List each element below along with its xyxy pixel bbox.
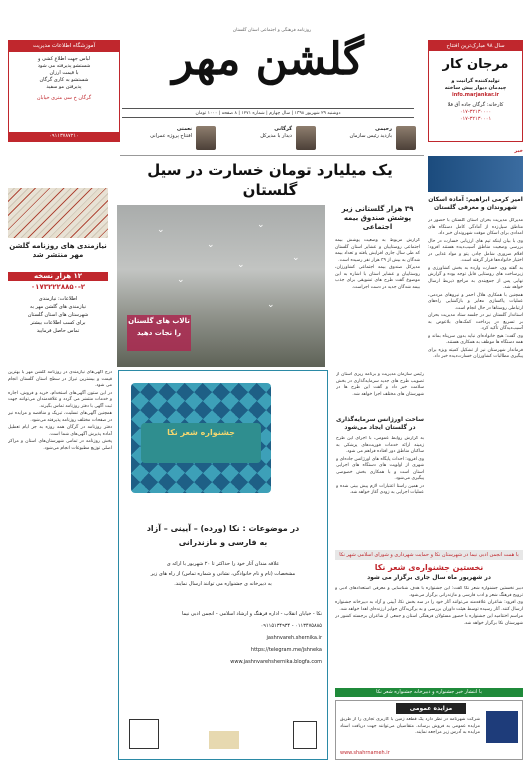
auction-title: مزایده عمومی [396,703,466,714]
sub-story-body: گزارش مربوط به وضعیت پوشش بیمه اجتماعی روستاییان و عشایر استان گلستان که طی سال جاری افزایش یافته و تعداد بیمه شدگان به بیش از ۳۹ هزار نفر رسیده است. مدیرکل صندوق بیمه اجتماعی کشاورزان، روستاییان و عشایر استان با اشاره به این موضوع گفت طرح های تشویقی برای جذب بیمه شدگان جدید در دست اجراست. [335,238,420,290]
right-box-tag: خبر [514,148,523,154]
festival-site-link[interactable]: jashnvareh.shernika.ir [266,635,322,641]
promo-title: نیازمندی های روزنامه گلشن مهر منتشر شد [9,242,107,259]
festival-news-band[interactable] [335,550,523,698]
ad-laundry[interactable] [8,40,120,142]
sponsor-logo [129,719,159,749]
portrait-text: دیدار با مدیرکل [260,133,292,139]
portrait-photo [196,126,216,150]
ad-right-site[interactable]: info.marjankar.ir [451,92,499,98]
ad-left-line3: با قیمت ارزان [49,70,79,76]
left-column-text: درج آگهی‌های نیازمندی در روزنامه گلشن مهر با بهترین قیمت و بیشترین تیراژ در سطح استان گلستان انجام می شود. در این ستون آگهی‌های استخدام، خرید و فروش، اجاره و خدمات منتشر می گردد و علاقه‌مندان می‌توانند جهت ثبت آگهی با دفتر روزنامه تماس بگیرند. همچنین آگهی‌های تسلیت، تبریک و مناقصه و مزایده نیز در صفحات مختلف روزنامه پذیرفته می‌شود. دفتر روزنامه در گرگان همه روزه به جز ایام تعطیل آماده پذیرش آگهی‌های شما است. پخش روزنامه در تمامی شهرستان‌های استان و مراکز اصلی توزیع مطبوعات انجام می‌شود. [8,370,112,451]
masthead [122,14,414,124]
promo-l5: تماس حاصل فرمایید [36,328,80,334]
wetland-photo [117,205,325,367]
ad-left-line4: شستشو به کاری گرگان [39,77,89,83]
masthead-subtitle: روزنامه فرهنگی و اجتماعی استان گلستان [232,28,312,33]
ad-left-line1: لباس جهت اطلاع کشی و [37,56,91,62]
portrait-photo [296,126,316,150]
auction-logo [486,711,518,743]
newspaper-stack-image [8,188,108,238]
ad-left-line5: پذیرفتن مو سفید [46,84,82,90]
bird-icon: ⌄ [157,225,165,235]
band-title: نخستین جشنواره‌ی شعر نکا [374,563,484,572]
festival-title: در موضوعات : نکا (ورده) – آیینی – آزاد [146,524,300,533]
band-header: با همت انجمن ادبی نیما در شهرستان نکا و حمایت شهرداری و شورای اسلامی شهر نکا [335,550,523,560]
portrait-text: افتتاح پروژه عمرانی [150,133,192,139]
portrait-item[interactable] [132,126,216,150]
portrait-item[interactable] [332,126,416,150]
ad-left-line2: شستشو پذیرفته می شود [37,63,91,69]
ad-right-phone1: ۰۱۷-۳۲۱۳۰۰۰۰ [459,109,492,115]
portrait-name: گرگانی [274,126,292,132]
promo-l4: برای کسب اطلاعات بیشتر [30,320,86,326]
ad-left-phone: ۰۹۱۱۳۷۸۷۲۱۰ [9,132,119,141]
promo-count: ۱۲ هزار نسخه [8,272,108,281]
promo-l1: اطلاعات: نیازمندی [38,296,78,302]
divider [120,155,424,156]
portrait-photo [396,126,416,150]
festival-telegram-link[interactable]: https://telegram.me/jshneka [250,647,322,653]
promo-l2: نیازمندی های گلشن مهر به [29,304,87,310]
ad-left-top-bar: آموزشگاه اطلاعات مدیریت [9,41,119,52]
ad-right-phone2: ۰۱۷-۳۲۱۳۰۰۰۱ [459,116,492,122]
ad-right-top-bar: سال ۹۸ مبارک‌ترین افتتاح [429,41,522,51]
public-auction-ad[interactable] [335,700,523,760]
bird-icon: ⌄ [207,240,215,250]
ad-right-brand: مرجان کار [442,57,509,72]
sponsor-logo [209,731,239,749]
photo-caption-line1: تالاب های گلستان [128,317,190,325]
festival-phone: ۰۱۱۳۴۷۵۸۸۵ - ۰۹۱۱۵۱۳۴۹۳۴ [260,623,322,629]
news-portrait-strip [122,124,422,154]
bird-icon: ⌄ [292,253,300,263]
sub-story-title: ۳۹ هزار گلستانی زیر پوشش صندوق بیمه اجتماعی [341,205,414,231]
festival-blog-link[interactable]: www.jashnvarehshernika.blogfa.com [230,659,322,665]
right-news-photo [428,156,523,192]
portrait-name: نعمتی [176,126,192,132]
festival-green-bar: با انتشار خبر جشنواره و دبیرخانه جشنواره شعر نکا [335,688,523,697]
auction-body: شرکت شهرنامه در نظر دارد یک قطعه زمین با کاربری تجاری را از طریق مزایده عمومی به فروش برساند. متقاضیان می‌توانند جهت دریافت اسناد مزایده به آدرس زیر مراجعه نمایند. [340,717,480,735]
bird-icon: ⌄ [267,300,275,310]
festival-tile-title: جشنواره شعر نکا [141,423,261,463]
poetry-festival-ad[interactable] [118,370,328,760]
festival-address: نکا - خیابان انقلاب - اداره فرهنگ و ارشاد اسلامی - انجمن ادبی نیما [181,611,322,617]
festival-body2: مشخصات (نام و نام خانوادگی، نشانی و شماره تماس) از راه های زیر [150,571,296,577]
right-news-column[interactable] [428,148,523,528]
festival-subtitle: به فارسی و مازندرانی [178,538,268,547]
middle-subhead: ساخت اورژانس سرمایه‌گذاری در گلستان ایجاد می‌شود [336,416,424,431]
bird-icon: ⌄ [257,220,265,230]
ad-right-line2: چیدمان دیوار پیش ساخته [444,85,507,91]
right-news-title: امیر کرمی ابراهیم: آماده اسکان شهروندان و معرفی گلستان [428,196,523,211]
festival-tile-image [131,383,271,493]
bird-icon: ⌄ [237,260,245,270]
band-body: دبیر نخستین جشنواره شعر نکا گفت: این جشنواره با هدف شناسایی و معرفی استعدادهای ادبی و ترویج فرهنگ شعر و ادب فارسی و مازندرانی برگزار می‌شود. وی افزود: شاعران علاقه‌مند می‌توانند آثار خود را در سه بخش نکا، آیینی و آزاد به دبیرخانه جشنواره ارسال کنند. آثار رسیده توسط هیئت داوران بررسی و به برگزیدگان جوایز ارزنده‌ای اهدا خواهد شد. مراسم اختتامیه این جشنواره با حضور مسئولان فرهنگی استان و جمعی از شاعران برجسته کشور در شهرستان نکا برگزار خواهد شد. [335,586,523,626]
dateline: دوشنبه ۲۹ شهریور ۱۳۹۸ | سال چهارم | شماره ۱۲۷۱ | ۸ صفحه | ۱۰۰۰ تومان [122,108,414,118]
sub-story[interactable] [335,205,420,358]
auction-site-link[interactable]: www.shahrnameh.ir [340,750,390,756]
middle-column [336,372,424,547]
ad-right-line1: تولیدکننده گرانیت و [451,78,500,84]
photo-caption-line2: را نجات دهید [137,329,181,337]
right-news-body: مدیرکل مدیریت بحران استان گلستان با حضور در مناطق سیل‌زده از آمادگی کامل دستگاه های امدادی برای اسکان موقت شهروندان خبر داد. وی با بیان اینکه تیم های ارزیابی خسارت در حال بررسی وضعیت مناطق آسیب‌دیده هستند افزود: اقلام ضروری شامل چادر، پتو و مواد غذایی در اختیار خانواده‌ها قرار گرفته است. به گفته وی، خسارت وارده به بخش کشاورزی و زیرساخت های روستایی قابل توجه بوده و گزارش نهایی پس از جمع‌بندی به مراجع ذیربط ارسال خواهد شد. همچنین با همکاری هلال احمر و نیروهای مردمی، عملیات پاکسازی معابر و بازگشایی راه‌های ارتباطی روستاها در حال انجام است. استاندار گلستان نیز در جلسه ستاد مدیریت بحران بر تسریع در پرداخت کمک‌های بلاعوض به آسیب‌دیدگان تأکید کرد. وی گفت: هیچ خانواده‌ای نباید بدون سرپناه بماند و همه دستگاه ها موظف به همکاری هستند. فرماندار شهرستان نیز از تشکیل کمیته ویژه برای پیگیری مطالبات کشاورزان خسارت‌دیده خبر داد. [428,218,523,359]
middle-text-top: رئیس سازمان مدیریت و برنامه ریزی استان از تصویب طرح های جدید سرمایه‌گذاری در بخش سلامت خبر داد و گفت این طرح ها در شهرستان های مختلف اجرا خواهد شد. [336,372,424,397]
festival-body1: علاقه مندان آثار خود را حداکثر تا ۲۰ شهریور با ارائه ی [166,561,280,567]
portrait-text: بازدید رئیس سازمان [349,133,392,139]
newspaper-logo: گلشن مهر [172,34,364,85]
photo-caption [127,315,191,351]
emblem-logo [293,721,317,749]
portrait-name: رحیمی [375,126,392,132]
middle-text-bottom: به گزارش روابط عمومی، با اجرای این طرح زمینه ارائه خدمات فوریت‌های پزشکی به ساکنان مناطق دور افتاده فراهم می شود. وی افزود: احداث پایگاه های اورژانس جاده‌ای و شهری از اولویت های دستگاه های اجرایی استان است و با همکاری بخش خصوصی پیگیری می‌شود. در همین راستا اعتبارات لازم پیش بینی شده و عملیات اجرایی به زودی آغاز خواهد شد. [336,436,424,495]
ad-left-line6: گرگان خ سی متری خیابان [36,95,92,101]
ad-right-line3: کارخانه: گرگان جاده آق قلا [447,102,504,108]
band-subtitle: در شهریور ماه سال جاری برگزار می شود [367,574,491,581]
main-headline[interactable]: یک میلیارد تومان خسارت در سیل گلستان [147,161,393,199]
classifieds-promo[interactable] [8,188,108,358]
bird-icon: ⌄ [177,275,185,285]
promo-phone: ۰۱۷۳۲۲۲۸۸۵۰-۲ [30,283,86,291]
promo-l3: شهرستان های استان گلستان [27,312,89,318]
ad-marjankar[interactable] [428,40,523,142]
portrait-item[interactable] [232,126,316,150]
festival-body3: به دبیرخانه ی جشنواره می توانند ارسال نمایند. [174,581,272,587]
